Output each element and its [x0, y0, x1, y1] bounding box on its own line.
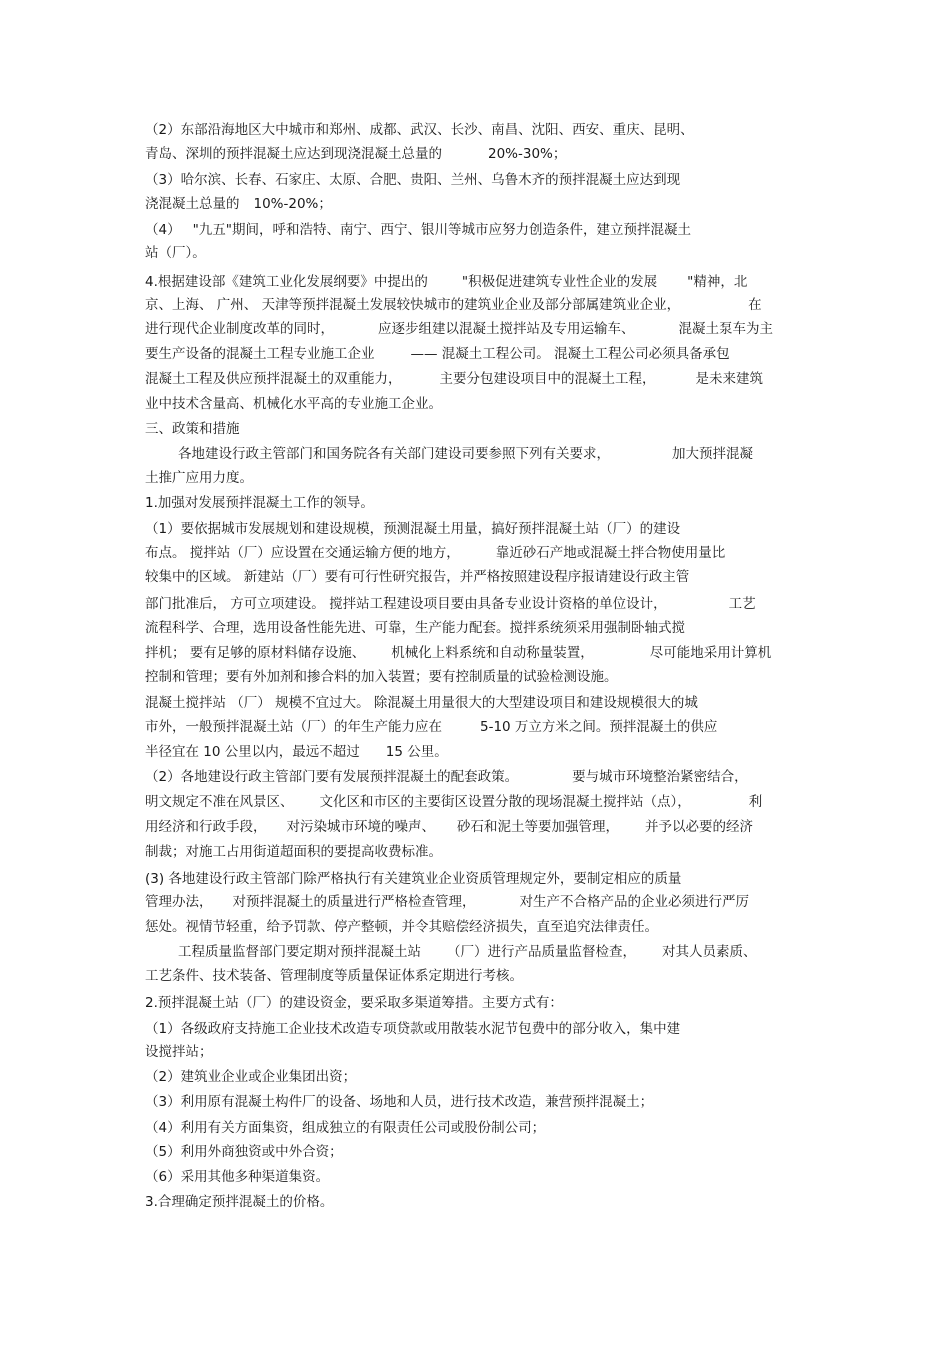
text-segment: 混凝土工程及供应预拌混凝土的双重能力，	[145, 371, 402, 387]
text-segment: 浇混凝土总量的	[145, 196, 240, 212]
text-line	[145, 843, 442, 861]
text-segment: 站（厂）。	[145, 245, 206, 261]
text-segment: 惩处。视情节轻重，给予罚款、停产整顿，并令其赔偿经济损失，直至追究法律责任。	[145, 919, 658, 935]
text-segment: 业中技术含量高、机械化水平高的专业施工企业。	[145, 396, 442, 412]
text-segment: 并予以必要的经济	[645, 819, 753, 835]
text-segment: 文化区和市区的主要街区设置分散的现场混凝土搅拌站（点），	[319, 794, 691, 810]
text-segment: 加大预拌混凝	[672, 446, 753, 462]
text-segment: 是未来建筑	[695, 371, 763, 387]
text-segment: 进行现代企业制度改革的同时，	[145, 321, 334, 337]
text-line	[145, 221, 691, 239]
text-segment: 半径宜在 10 公里以内，最远不超过	[145, 744, 360, 760]
text-line	[145, 568, 689, 586]
text-line	[145, 469, 253, 487]
text-line	[145, 296, 762, 314]
text-segment: 应逐步组建以混凝土搅拌站及专用运输车、	[378, 321, 635, 337]
text-segment: （1）要依据城市发展规划和建设规模，预测混凝土用量，搞好预拌混凝土站（厂）的建设	[145, 521, 681, 537]
text-line	[145, 1193, 333, 1211]
text-line	[145, 768, 748, 786]
text-segment: （5）利用外商独资或中外合资；	[145, 1144, 343, 1160]
text-segment: 3.合理确定预拌混凝土的价格。	[145, 1194, 334, 1210]
text-segment: 对预拌混凝土的质量进行严格检查管理，	[232, 894, 476, 910]
text-line	[178, 943, 757, 961]
text-line	[145, 195, 332, 213]
text-segment: 混凝土泵车为主	[678, 321, 773, 337]
text-segment: （2）东部沿海地区大中城市和郑州、成都、武汉、长沙、南昌、沈阳、西安、重庆、昆明、	[145, 122, 694, 138]
text-segment: 明文规定不准在风景区、	[145, 794, 294, 810]
text-line	[145, 494, 374, 512]
text-segment: 较集中的区域。 新建站（厂）要有可行性研究报告，并严格按照建设程序报请建设行政主管	[145, 569, 690, 585]
text-segment: 工程质量监督部门要定期对预拌混凝土站	[178, 944, 421, 960]
text-line	[145, 668, 618, 686]
text-segment: 市外，一般预拌混凝土站（厂）的年生产能力应在	[145, 719, 442, 735]
text-segment: 布点。 搅拌站（厂）应设置在交通运输方便的地方，	[145, 545, 460, 561]
text-line	[145, 818, 753, 836]
text-segment: 5-10 万立方米之间。预拌混凝土的供应	[480, 719, 718, 735]
text-segment: 对生产不合格产品的企业必须进行严厉	[519, 894, 749, 910]
text-line	[145, 520, 680, 538]
text-line	[145, 320, 773, 338]
text-segment: 用经济和行政手段，	[145, 819, 267, 835]
text-segment: 流程科学、合理，选用设备性能先进、可靠，生产能力配套。搅拌系统须采用强制卧轴式搅	[145, 620, 685, 636]
text-segment: 4.根据建设部《建筑工业化发展纲要》中提出的	[145, 274, 428, 290]
text-segment: 工艺	[728, 596, 756, 612]
text-line	[145, 595, 756, 613]
text-segment: 在	[748, 297, 762, 313]
text-segment: （2）各地建设行政主管部门要有发展预拌混凝土的配套政策。	[145, 769, 519, 785]
text-line	[145, 994, 563, 1012]
text-segment: 1.加强对发展预拌混凝土工作的领导。	[145, 495, 374, 511]
text-line	[145, 544, 725, 562]
text-segment: 工艺条件、技术装备、管理制度等质量保证体系定期进行考核。	[145, 968, 523, 984]
text-segment: 15 公里。	[385, 744, 448, 760]
text-line	[145, 145, 566, 163]
text-line	[145, 1093, 653, 1111]
text-line	[145, 793, 762, 811]
text-segment: 砂石和泥土等要加强管理，	[457, 819, 619, 835]
text-segment: 要生产设备的混凝土工程专业施工企业	[145, 346, 375, 362]
text-segment: 管理办法，	[145, 894, 213, 910]
text-segment: 控制和管理；要有外加剂和掺合料的加入装置；要有控制质量的试验检测设施。	[145, 669, 618, 685]
text-segment: 三、政策和措施	[145, 421, 240, 437]
text-segment: 青岛、深圳的预拌混凝土应达到现浇混凝土总量的	[145, 146, 442, 162]
text-segment: （4）利用有关方面集资，组成独立的有限责任公司或股份制公司；	[145, 1120, 546, 1136]
text-line	[145, 121, 694, 139]
text-line	[145, 619, 685, 637]
text-segment: （3）哈尔滨、长春、石家庄、太原、合肥、贵阳、兰州、乌鲁木齐的预拌混凝土应达到现	[145, 172, 681, 188]
text-segment: "九五"期间，呼和浩特、南宁、西宁、银川等城市应努力创造条件，建立预拌混凝土	[192, 222, 692, 238]
text-segment: 尽可能地采用计算机	[649, 645, 772, 661]
text-line	[145, 273, 747, 291]
text-line	[145, 718, 717, 736]
text-segment: 10%-20%；	[253, 196, 332, 212]
text-segment: 混凝土搅拌站 （厂） 规模不宜过大。 除混凝土用量很大的大型建设项目和建设规模很大的城	[145, 695, 698, 711]
text-segment: 各地建设行政主管部门和国务院各有关部门建设司要参照下列有关要求，	[178, 446, 610, 462]
text-segment: 对污染城市环境的噪声、	[286, 819, 435, 835]
text-segment: —— 混凝土工程公司。 混凝土工程公司必须具备承包	[410, 346, 730, 362]
text-line	[145, 1168, 329, 1186]
text-line	[178, 445, 753, 463]
text-line	[145, 743, 448, 761]
text-segment: 要与城市环境整治紧密结合，	[572, 769, 748, 785]
text-segment: 拌机； 要有足够的原材料储存设施、	[145, 645, 366, 661]
text-segment: （1）各级政府支持施工企业技术改造专项贷款或用散装水泥节包费中的部分收入，集中建	[145, 1021, 681, 1037]
text-segment: 利	[748, 794, 763, 810]
text-segment: 主要分包建设项目中的混凝土工程，	[439, 371, 656, 387]
text-segment: 部门批准后， 方可立项建设。 搅拌站工程建设项目要由具备专业设计资格的单位设计，	[145, 596, 667, 612]
text-line	[145, 370, 763, 388]
text-segment: （4）	[145, 222, 181, 238]
text-line	[145, 171, 680, 189]
text-segment: 机械化上料系统和自动称量装置，	[391, 645, 594, 661]
text-line	[145, 1143, 343, 1161]
text-segment: （厂）进行产品质量监督检查，	[447, 944, 636, 960]
text-line	[145, 967, 523, 985]
text-segment: 靠近砂石产地或混凝土拌合物使用量比	[495, 545, 726, 561]
text-line	[145, 870, 681, 888]
text-segment: (3) 各地建设行政主管部门除严格执行有关建筑业企业资质管理规定外，要制定相应的质量	[145, 871, 682, 887]
text-segment: 20%-30%；	[488, 146, 567, 162]
text-segment: （2）建筑业企业或企业集团出资；	[145, 1069, 357, 1085]
text-line	[145, 395, 442, 413]
text-segment: 对其人员素质、	[662, 944, 757, 960]
text-line	[145, 1068, 356, 1086]
text-segment: （6）采用其他多种渠道集资。	[145, 1169, 330, 1185]
text-line	[145, 694, 698, 712]
text-segment: 土推广应用力度。	[145, 470, 253, 486]
text-line	[145, 644, 771, 662]
text-segment: 制裁；对施工占用街道超面积的要提高收费标准。	[145, 844, 442, 860]
text-segment: 设搅拌站；	[145, 1044, 213, 1060]
text-segment: 2.预拌混凝土站（厂）的建设资金，要采取多渠道筹措。主要方式有：	[145, 995, 563, 1011]
text-line	[145, 893, 749, 911]
text-segment: "精神，北	[687, 274, 748, 290]
text-line	[145, 345, 730, 363]
text-segment: 京、上海、 广州、 天津等预拌混凝土发展较快城市的建筑业企业及部分部属建筑业企业，	[145, 297, 681, 313]
text-line	[145, 244, 206, 262]
text-line	[145, 918, 658, 936]
text-line	[145, 1043, 213, 1061]
text-segment: （3）利用原有混凝土构件厂的设备、场地和人员，进行技术改造，兼营预拌混凝土；	[145, 1094, 654, 1110]
text-line	[145, 420, 240, 438]
text-line	[145, 1020, 680, 1038]
text-line	[145, 1119, 545, 1137]
text-segment: "积极促进建筑专业性企业的发展	[461, 274, 658, 290]
